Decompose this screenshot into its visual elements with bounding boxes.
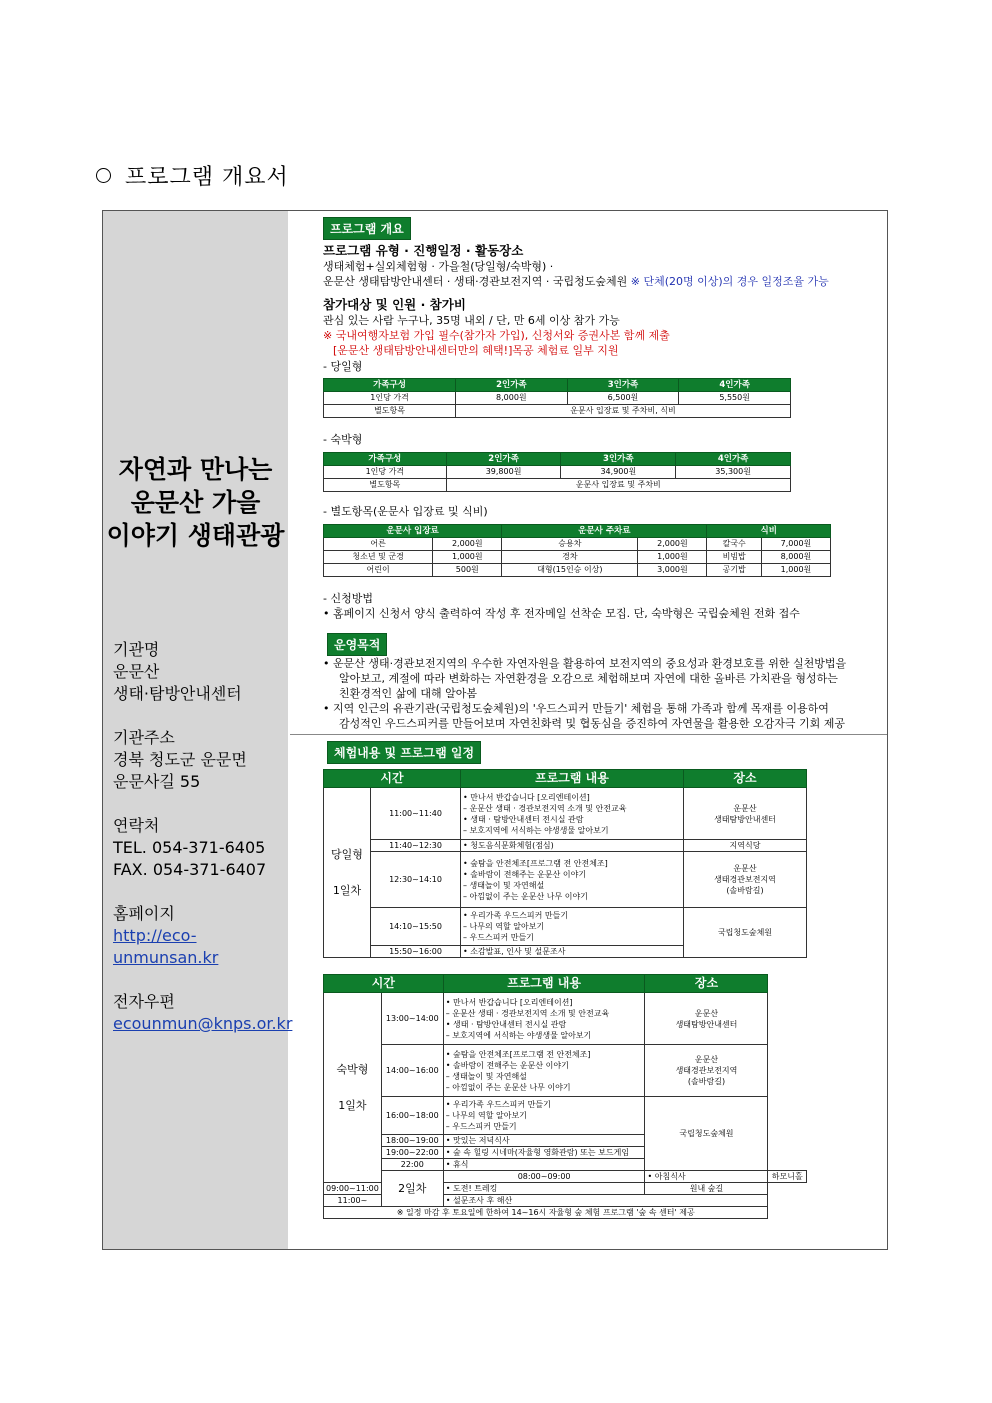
program-name: 자연과 만나는 운문산 가을 이야기 생태관광 xyxy=(106,455,285,550)
contact-label: 연락처 xyxy=(113,816,160,835)
schedule-table-day: 시간 프로그램 내용 장소 당일형 1일차 11:00~11:40 • 만나서 반갑습니다 [오리엔테이션] – 운문산 생태 · 경관보전지역 소개 및 안전교육 • 생태 · 탐방안내센터 전시실 관람 – 보호지역에 서식하는 야생생물 알아보기 운문산 생태탐방안내센터 11:40~12:30 • 청도음식문화체험(점심) 지역식당 12:30~14:10 • 숲탐을 안전체조[프로그램 전 안전체조] • 솔바람이 전해주는 운문산 이야기 – 생태놀이 및 자연해설 – 아낌없이 주는 운문산 나무 이야기 운문산 생태경관보전지역 (솔바람길) 14:10~15:50 • 우리가족 우드스피커 만들기 – 나무의 역할 알아보기 – 우드스피커 만들기 국립청도숲체원 15:50~16:00 • 소감발표, 인사 및 설문조사 xyxy=(323,769,807,958)
org-info xyxy=(113,639,293,1035)
fax: FAX. 054-371-6407 xyxy=(113,860,267,879)
schedule-table-stay: 시간 프로그램 내용 장소 숙박형 1일차 13:00~14:00 • 만나서 반갑습니다 [오리엔테이션] – 운문산 생태 · 경관보전지역 소개 및 안전교육 • 생태 · 탐방안내센터 전시실 관람 – 보호지역에 서식하는 야생생물 알아보기 운문산 생태탐방안내센터 14:00~16:00 • 숲탐을 안전체조[프로그램 전 안전체조] • 솔바람이 전해주는 운문산 이야기 – 생태놀이 및 자연해설 – 아낌없이 주는 운문산 나무 이야기 운문산 생태경관보전지역 (솔바람길) 16:00~18:00 • 우리가족 우드스피커 만들기 – 나무의 역할 알아보기 – 우드스피커 만들기 국립청도숲체원 18:00~19:00 • 맛있는 저녁식사 19:00~22:00 • 숲 속 힐링 시네마(자율형 영화관람) 또는 보드게임 22:00 • 휴식 2일차 08:00~09:00 • 아침식사 하모니홀 09:00~11:00 • 도전! 트레킹 원내 숲길 11:00~ • 설문조사 후 해산 ※ 일정 마감 후 토요일에 한하여 14~16시 자율형 숲 체험 프로그램 '숲 속 센터' 제공 xyxy=(323,974,807,1219)
address: 운문사길 55 xyxy=(113,772,201,791)
homepage-label: 홈페이지 xyxy=(113,904,175,923)
extra-fee-table: 운문사 입장료 운문사 주차료 식비 어른 2,000원 승용차 2,000원 칼국수 7,000원 청소년 및 군경 1,000원 경차 1,000원 비빔밥 8,000원 어린이 500원 대형(15인승 이상) 3,000원 공기밥 1,000원 xyxy=(323,524,831,577)
homepage-link[interactable]: http://eco-unmunsan.kr xyxy=(113,926,219,967)
tel: TEL. 054-371-6405 xyxy=(113,838,266,857)
right-panel: 프로그램 개요 프로그램 유형 · 진행일정 · 활동장소 생태체험+실외체험형 · 가을철(당일형/숙박형) · 운문산 생태탐방안내센터 · 생태·경관보전지역 · 국립청도숲체원 ※ 단체(20명 이상)의 경우 일정조율 가능 참가대상 및 인원 · 참가비 관심 있는 사람 누구나, 35명 내외 / 단, 만 6세 이상 참가 가능 ※ 국내여행자보험 가입 필수(참가자 가입), 신청서와 증권사본 함께 제출 [운문산 생태탐방안내센터만의 혜택!]목공 체험료 일부 지원 - 당일형 가족구성 2인가족 3인가족 4인가족 1인당 가격 8,000원 6,500원 5,550원 별도항목 운문사 입장료 및 주차비, 식비 - 숙박형 가족구성 2인가족 3인가족 4인가족 1인당 가격 39,800원 34,900원 35,300원 별도항목 운문사 입장료 및 주차비 - 별도항목(운문사 입장료 및 식비) 운문사 입장료 운문사 주차료 식비 어른 2,000원 승용차 2,000원 칼국수 7,000원 청소년 및 군경 1,000원 경차 1,000원 비빔밥 8,000원 어린이 500원 대형(15인승 이상) 3,000원 공기밥 1,000원 - 신청방법 • 홈페이지 신청서 양식 출력하여 작성 후 전자메일 선착순 모집. 단, 숙박형은 국립숲체원 전화 접수 운영목적 • 운문산 생태·경관보전지역의 우수한 자연자원을 활용하여 보전지역의 중요성과 환경보호를 위한 실천방법을 알아보고, 계절에 따라 변화하는 자연환경을 오감으로 체험해보며 자연에 대한 올바른 가치관을 형성하는 친환경적인 삶에 대해 알아봄 • 지역 인근의 유관기관(국립청도숲체원)의 '우드스피커 만들기' 체험을 통해 가족과 함께 목재를 이용하여 감성적인 우드스피커를 만들어보며 자연친화력 및 협동심을 증진하여 자연물을 활용한 오감자극 기회 제공 체험내용 및 프로그램 일정 시간 프로그램 내용 장소 당일형 1일차 11:00~11:40 • 만나서 반갑습니다 [오리엔테이션] – 운문산 생태 · 경관보전지역 소개 및 안전교육 • 생태 · 탐방안내센터 전시실 관람 – 보호지역에 서식하는 야생생물 알아보기 운문산 생태탐방안내센터 11:40~12:30 • 청도음식문화체험(점심) 지역식당 12:30~14:10 • 숲탐을 안전체조[프로그램 전 안전체조] • 솔바람이 전해주는 운문산 이야기 – 생태놀이 및 자연해설 – 아낌없이 주는 운문산 나무 이야기 운문산 생태경관보전지역 (솔바람길) 14:10~15:50 • 우리가족 우드스피커 만들기 – 나무의 역할 알아보기 – 우드스피커 만들기 국립청도숲체원 15:50~16:00 • 소감발표, 인사 및 설문조사 시간 프로그램 내용 장소 숙박형 1일차 13:00~14:00 • 만나서 반갑습니다 [오리엔테이션] – 운문산 생태 · 경관보전지역 소개 및 안전교육 • 생태 · 탐방안내센터 전시실 관람 – 보호지역에 서식하는 야생생물 알아보기 운문산 생태탐방안내센터 14:00~16:00 • 숲탐을 안전체조[프로그램 전 안전체조] • 솔바람이 전해주는 운문산 이야기 – 생태놀이 및 자연해설 – 아낌없이 주는 운문산 나무 이야기 운문산 생태경관보전지역 (솔바람길) 16:00~18:00 • 우리가족 우드스피커 만들기 – 나무의 역할 알아보기 – 우드스피커 만들기 국립청도숲체원 18:00~19:00 • 맛있는 저녁식사 19:00~22:00 • 숲 속 힐링 시네마(자율형 영화관람) 또는 보드게임 22:00 • 휴식 2일차 08:00~09:00 • 아침식사 하모니홀 09:00~11:00 • 도전! 트레킹 원내 숲길 11:00~ • 설문조사 후 해산 ※ 일정 마감 후 토요일에 한하여 14~16시 자율형 숲 체험 프로그램 '숲 속 센터' 제공 xyxy=(290,211,887,1249)
section-schedule: 체험내용 및 프로그램 일정 xyxy=(327,741,481,764)
section-overview xyxy=(323,217,411,240)
program-overview-frame xyxy=(102,210,888,1250)
page-title: 프로그램 개요서 xyxy=(96,160,289,191)
fee-table-day: 가족구성 2인가족 3인가족 4인가족 1인당 가격 8,000원 6,500원 5,550원 별도항목 운문사 입장료 및 주차비, 식비 xyxy=(323,378,791,418)
purpose-text: • 운문산 생태·경관보전지역의 우수한 자연자원을 활용하여 보전지역의 중요성과 환경보호를 위한 실천방법을 알아보고, 계절에 따라 변화하는 자연환경을 오감으로 체험해보며 자연에 대한 올바른 가치관을 형성하는 친환경적인 삶에 대해 알아봄 • 지역 인근의 유관기관(국립청도숲체원)의 '우드스피커 만들기' 체험을 통해 가족과 함께 목재를 이용하여 감성적인 우드스피커를 만들어보며 자연친화력 및 협동심을 증진하여 자연물을 활용한 오감자극 기회 제공 xyxy=(323,657,847,730)
org-name: 운문산 xyxy=(113,662,160,681)
section-purpose: 운영목적 xyxy=(327,633,387,656)
org-name: 생태·탐방안내센터 xyxy=(113,684,242,703)
fee-table-stay: 가족구성 2인가족 3인가족 4인가족 1인당 가격 39,800원 34,900원 35,300원 별도항목 운문사 입장료 및 주차비 xyxy=(323,452,791,492)
email-link[interactable]: ecounmun@knps.or.kr xyxy=(113,1014,293,1033)
address: 경북 청도군 운문면 xyxy=(113,750,247,769)
section-label: 프로그램 개요 xyxy=(323,217,411,240)
apply-method: - 신청방법 • 홈페이지 신청서 양식 출력하여 작성 후 전자메일 선착순 모집. 단, 숙박형은 국립숲체원 전화 접수 xyxy=(323,592,800,620)
circle-bullet-icon xyxy=(96,168,111,183)
left-panel xyxy=(103,211,293,1249)
overview-text: 프로그램 유형 · 진행일정 · 활동장소 생태체험+실외체험형 · 가을철(당일형/숙박형) · 운문산 생태탐방안내센터 · 생태·경관보전지역 · 국립청도숲체원 ※ 단체(20명 이상)의 경우 일정조율 가능 참가대상 및 인원 · 참가비 관심 있는 사람 누구나, 35명 내외 / 단, 만 6세 이상 참가 가능 ※ 국내여행자보험 가입 필수(참가자 가입), 신청서와 증권사본 함께 제출 [운문산 생태탐방안내센터만의 혜택!]목공 체험료 일부 지원 - 당일형 xyxy=(323,243,829,373)
email-label: 전자우편 xyxy=(113,992,175,1011)
addr-label: 기관주소 xyxy=(113,728,175,747)
org-label: 기관명 xyxy=(113,640,160,659)
